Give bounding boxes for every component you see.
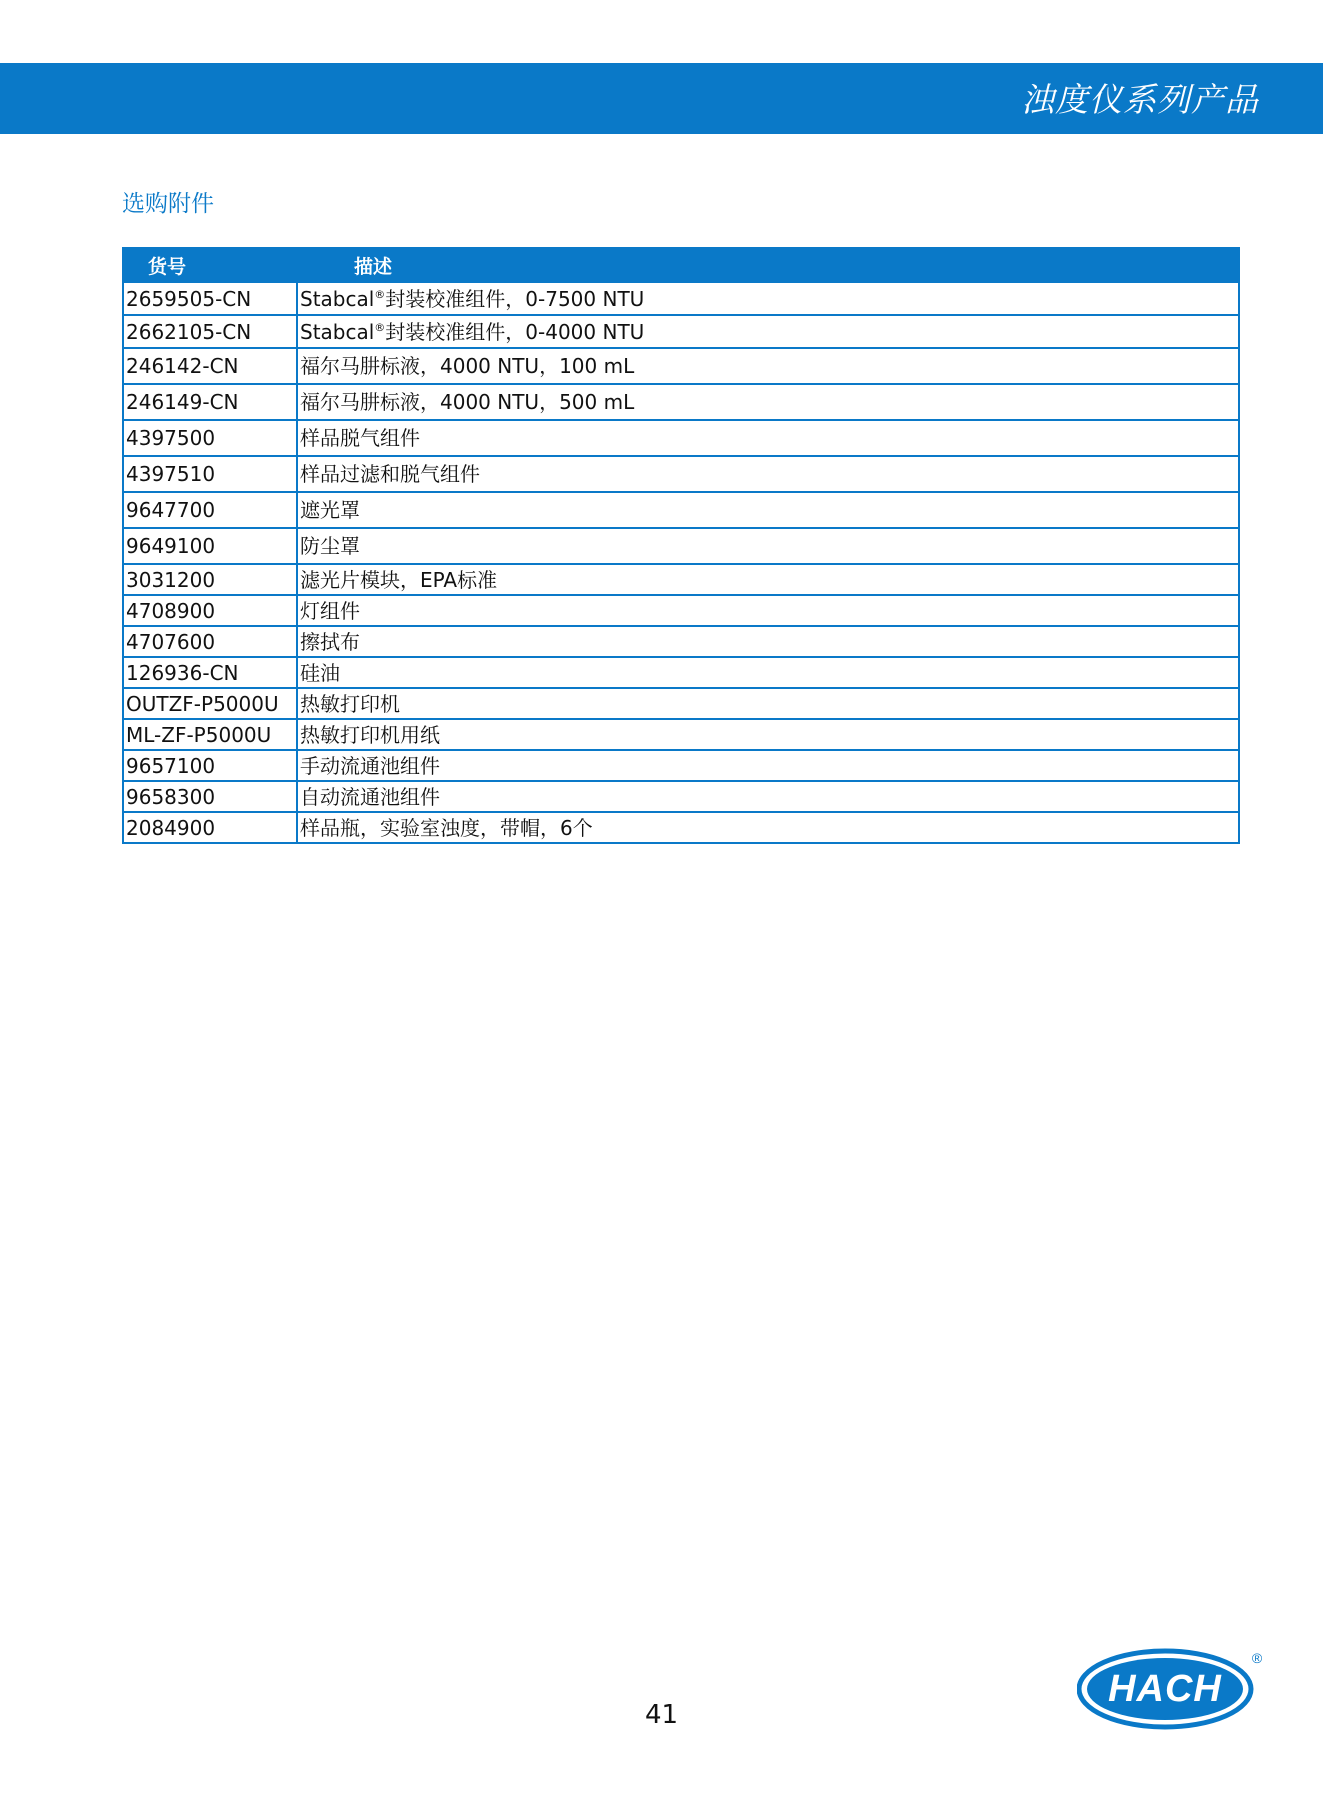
description-cell: 自动流通池组件 [297,781,1239,812]
table-row [123,384,1239,420]
column-header-part-number: 货号 [123,248,297,282]
table-row [123,282,1239,315]
part-number-cell: 9658300 [123,781,297,812]
header-band [0,63,1323,134]
description-cell: 热敏打印机 [297,688,1239,719]
registered-mark: ® [374,287,386,301]
part-number-cell: 4397510 [123,456,297,492]
description-prefix: Stabcal [300,319,375,344]
part-number-cell: 126936-CN [123,657,297,688]
description-cell [297,315,1239,348]
part-number-cell: 246149-CN [123,384,297,420]
hach-logo [1077,1641,1267,1731]
description-cell: 样品瓶，实验室浊度，带帽，6个 [297,812,1239,843]
part-number-cell: 4397500 [123,420,297,456]
table-row [123,595,1239,626]
part-number-cell: ML-ZF-P5000U [123,719,297,750]
section-title: 选购附件 [122,191,214,217]
description-cell: 福尔马肼标液，4000 NTU，500 mL [297,384,1239,420]
description-cell [297,282,1239,315]
table-row [123,315,1239,348]
table-row [123,626,1239,657]
logo-registered-mark: ® [1251,1650,1263,1666]
table-row [123,492,1239,528]
description-cell: 遮光罩 [297,492,1239,528]
description-cell: 样品脱气组件 [297,420,1239,456]
description-cell: 擦拭布 [297,626,1239,657]
description-cell: 灯组件 [297,595,1239,626]
header-title: 浊度仪系列产品 [1021,80,1259,119]
description-cell: 福尔马肼标液，4000 NTU，100 mL [297,348,1239,384]
part-number-cell: 9657100 [123,750,297,781]
table-row [123,564,1239,595]
part-number-cell: 2659505-CN [123,282,297,315]
description-text: 封装校准组件，0-7500 NTU [385,286,645,311]
description-cell: 滤光片模块，EPA标准 [297,564,1239,595]
registered-mark: ® [374,320,386,334]
part-number-cell: 4708900 [123,595,297,626]
description-text: 封装校准组件，0-4000 NTU [385,319,645,344]
logo-wordmark: HACH [1108,1668,1222,1710]
part-number-cell: 3031200 [123,564,297,595]
description-cell: 防尘罩 [297,528,1239,564]
table-row [123,528,1239,564]
table-row [123,719,1239,750]
table-row [123,456,1239,492]
table-row [123,420,1239,456]
accessories-table [122,247,1240,844]
description-cell: 硅油 [297,657,1239,688]
part-number-cell: 2662105-CN [123,315,297,348]
column-header-description: 描述 [297,248,1239,282]
part-number-cell: 246142-CN [123,348,297,384]
part-number-cell: 9649100 [123,528,297,564]
part-number-cell: OUTZF-P5000U [123,688,297,719]
description-cell: 样品过滤和脱气组件 [297,456,1239,492]
description-cell: 手动流通池组件 [297,750,1239,781]
part-number-cell: 2084900 [123,812,297,843]
table-row [123,348,1239,384]
table-row [123,812,1239,843]
table-row [123,688,1239,719]
description-prefix: Stabcal [300,286,375,311]
page-number: 41 [644,1700,679,1730]
description-cell: 热敏打印机用纸 [297,719,1239,750]
table-row [123,657,1239,688]
part-number-cell: 4707600 [123,626,297,657]
table-row [123,781,1239,812]
table-row [123,750,1239,781]
table-header-row [123,248,1239,282]
part-number-cell: 9647700 [123,492,297,528]
